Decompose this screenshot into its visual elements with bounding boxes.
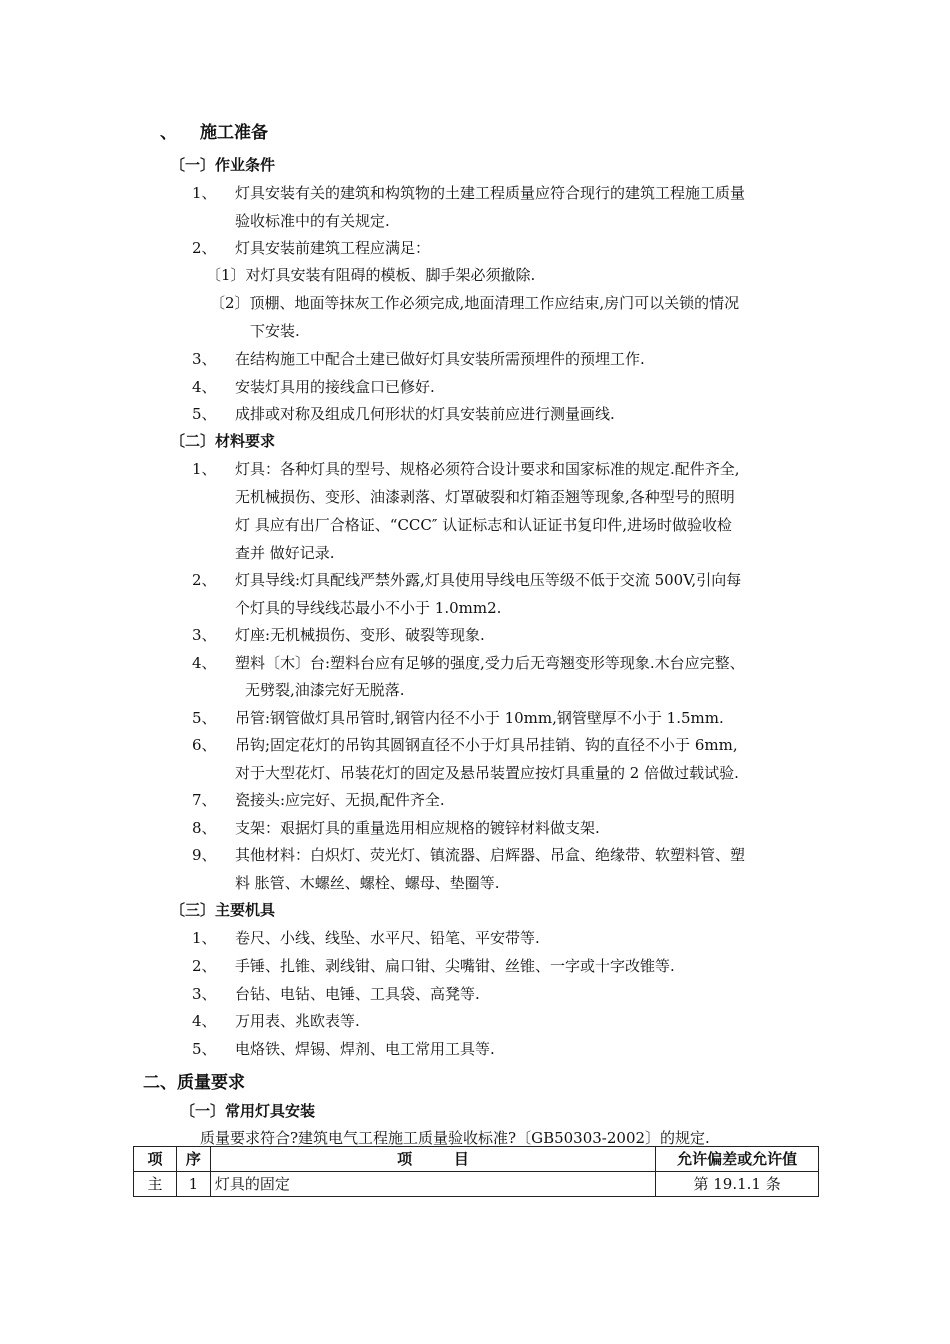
- item-text: 料 胀管、木螺丝、螺栓、螺母、垫圈等.: [235, 874, 500, 892]
- item-number: 1、: [192, 929, 217, 947]
- item-text: 吊钩;固定花灯的吊钩其圆钢直径不小于灯具吊挂销、钩的直径不小于 6mm,: [235, 736, 738, 754]
- quality-table: [133, 1146, 819, 1197]
- item-text: 个灯具的导线线芯最小不小于 1.0mm2.: [235, 599, 502, 617]
- item-text: 成排或对称及组成几何形状的灯具安装前应进行测量画线.: [235, 405, 615, 423]
- section-title-2: 二、质量要求: [143, 1073, 245, 1093]
- item-text: 灯具安装前建筑工程应满足：: [235, 239, 431, 257]
- item-text: 台钻、电钻、电锤、工具袋、高凳等.: [235, 985, 480, 1003]
- item-text: 灯具：各种灯具的型号、规格必须符合设计要求和国家标准的规定.配件齐全,: [235, 460, 740, 478]
- item-number: 9、: [192, 846, 217, 864]
- item-text: 吊管:钢管做灯具吊管时,钢管内径不小于 10mm,钢管壁厚不小于 1.5mm.: [235, 709, 724, 727]
- item-number: 7、: [192, 791, 217, 809]
- quality-intro: 质量要求符合?建筑电气工程施工质量验收标准?〔GB50303-2002〕的规定.: [200, 1129, 710, 1147]
- item-number: 5、: [192, 1040, 217, 1058]
- item-text: 支架：艰据灯具的重量选用相应规格的镀锌材料做支架.: [235, 819, 600, 837]
- item-number: 4、: [192, 378, 217, 396]
- sub-item-text: 下安装.: [250, 322, 300, 340]
- item-number: 3、: [192, 626, 217, 644]
- section-title-1: 施工准备: [200, 123, 268, 143]
- item-text: 灯座:无机械损伤、变形、破裂等现象.: [235, 626, 485, 644]
- cell-item: 灯具的固定: [210, 1172, 655, 1197]
- header-tolerance: 允许偏差或允许值: [656, 1147, 819, 1172]
- item-text: 灯具导线:灯具配线严禁外露,灯具使用导线电压等级不低于交流 500V,引向每: [235, 571, 742, 589]
- item-text: 其他材料：白炽灯、荧光灯、镇流器、启辉器、吊盒、绝缘带、软塑料管、塑: [235, 846, 746, 864]
- item-number: 3、: [192, 985, 217, 1003]
- item-number: 6、: [192, 736, 217, 754]
- item-text: 电烙铁、焊锡、焊剂、电工常用工具等.: [235, 1040, 495, 1058]
- item-number: 4、: [192, 654, 217, 672]
- item-text: 手锤、扎锥、剥线钳、扁口钳、尖嘴钳、丝锥、一字或十字改锥等.: [235, 957, 675, 975]
- item-text: 无劈裂,油漆完好无脱落.: [245, 681, 405, 699]
- sub-item-text: 〔2〕顶棚、地面等抹灰工作必须完成,地面清理工作应结束,房门可以关锁的情况: [210, 294, 740, 312]
- item-text: 查并 做好记录.: [235, 544, 335, 562]
- item-number: 1、: [192, 184, 217, 202]
- cell-seq: 1: [176, 1172, 210, 1197]
- item-text: 卷尺、小线、线坠、水平尺、铅笔、平安带等.: [235, 929, 540, 947]
- item-number: 8、: [192, 819, 217, 837]
- item-number: 5、: [192, 709, 217, 727]
- item-number: 2、: [192, 957, 217, 975]
- header-category: 项: [134, 1147, 177, 1172]
- subsection-title-conditions: 〔一〕作业条件: [170, 156, 276, 174]
- item-number: 5、: [192, 405, 217, 423]
- item-text: 验收标准中的有关规定.: [235, 212, 390, 230]
- item-number: 4、: [192, 1012, 217, 1030]
- item-number: 2、: [192, 239, 217, 257]
- cell-category: 主: [134, 1172, 177, 1197]
- item-number: 1、: [192, 460, 217, 478]
- cell-tolerance: 第 19.1.1 条: [656, 1172, 819, 1197]
- item-text: 万用表、兆欧表等.: [235, 1012, 360, 1030]
- item-text: 塑料〔木〕台:塑料台应有足够的强度,受力后无弯翘变形等现象.木台应完整、: [235, 654, 745, 672]
- header-seq: 序: [176, 1147, 210, 1172]
- table-row: [134, 1172, 819, 1197]
- subsection-title-tools: 〔三〕主要机具: [170, 901, 276, 919]
- item-text: 灯 具应有出厂合格证、“CCC″ 认证标志和认证证书复印件,进场时做验收检: [235, 516, 733, 534]
- sub-item-text: 〔1〕对灯具安装有阻碍的模板、脚手架必须撤除.: [206, 266, 536, 284]
- item-number: 3、: [192, 350, 217, 368]
- item-text: 瓷接头:应完好、无损,配件齐全.: [235, 791, 445, 809]
- header-item: 项 目: [210, 1147, 655, 1172]
- item-text: 无机械损伤、变形、油漆剥落、灯罩破裂和灯箱歪翘等现象,各种型号的照明: [235, 488, 735, 506]
- item-text: 灯具安装有关的建筑和构筑物的土建工程质量应符合现行的建筑工程施工质量: [235, 184, 746, 202]
- item-number: 2、: [192, 571, 217, 589]
- table-header-row: [134, 1147, 819, 1172]
- item-text: 安装灯具用的接线盒口已修好.: [235, 378, 435, 396]
- section-marker: 、: [160, 123, 177, 143]
- subsection-title-materials: 〔二〕材料要求: [170, 432, 276, 450]
- item-text: 对于大型花灯、吊装花灯的固定及悬吊装置应按灯具重量的 2 倍做过载试验.: [235, 764, 739, 782]
- subsection-title-lighting: 〔一〕常用灯具安装: [180, 1102, 316, 1120]
- item-text: 在结构施工中配合土建已做好灯具安装所需预埋件的预埋工作.: [235, 350, 645, 368]
